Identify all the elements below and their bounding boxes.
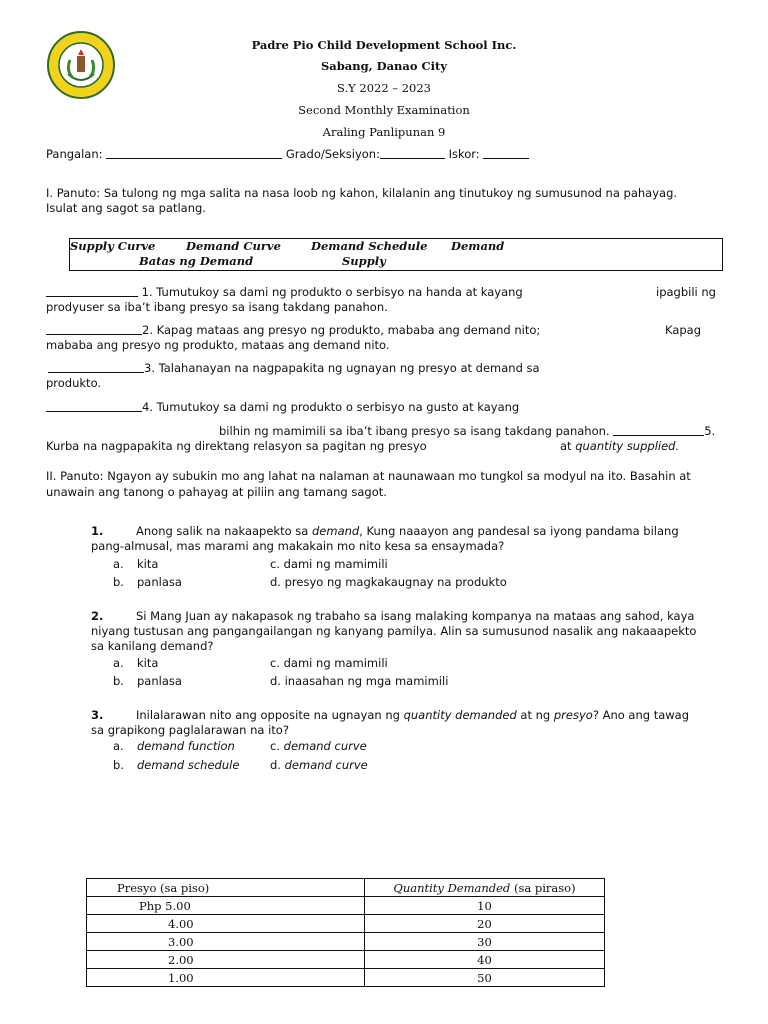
score-label: Iskor:	[448, 147, 480, 161]
name-label: Pangalan:	[46, 147, 103, 161]
question-2-text-line1: Si Mang Juan ay nakapasok ng trabaho sa isang malaking kompanya na mataas ang sahod, kaya	[136, 609, 695, 623]
q1-option-b-letter: b.	[113, 575, 124, 589]
q3-option-a-letter: a.	[113, 739, 124, 753]
part1-item-5-line: Kurba na nagpapakita ng direktang relasyon sa pagitan ng presyo	[46, 439, 427, 453]
question-2-text-line3: sa kanilang demand?	[91, 639, 214, 653]
part1-item-2-line2: mababa ang presyo ng produkto, mataas ang demand nito.	[46, 338, 390, 352]
part2-instruction-line1: II. Panuto: Ngayon ay subukin mo ang lahat na nalaman at naunawaan mo tungkol sa modyul na ito. Basahin at	[46, 469, 691, 483]
q2-option-a[interactable]: kita	[137, 656, 159, 670]
grade-field[interactable]	[380, 157, 445, 159]
q2-option-b-letter: b.	[113, 674, 124, 688]
answer-blank-5[interactable]	[613, 434, 704, 436]
word-demand-curve: Demand Curve	[186, 239, 281, 253]
word-supply-curve: Supply Curve	[70, 239, 156, 253]
part1-item-3-line2: produkto.	[46, 376, 102, 390]
school-year: S.Y 2022 – 2023	[337, 81, 431, 95]
student-info-line	[46, 147, 529, 161]
answer-blank-4[interactable]	[46, 410, 142, 412]
q1-option-a-letter: a.	[113, 557, 124, 571]
part1-item-5-tail: at quantity supplied.	[560, 439, 680, 453]
table-cell-price: 4.00	[87, 915, 365, 933]
table-cell-price: 3.00	[87, 933, 365, 951]
table-cell-quantity: 10	[365, 897, 605, 915]
q3-option-b-letter: b.	[113, 758, 124, 772]
q3-option-a[interactable]: demand function	[137, 739, 235, 753]
question-2-number: 2.	[91, 609, 104, 623]
table-cell-price: 2.00	[87, 951, 365, 969]
question-3-number: 3.	[91, 708, 104, 722]
question-1-number: 1.	[91, 524, 104, 538]
q2-option-d[interactable]: d. inaasahan ng mga mamimili	[270, 674, 449, 688]
table-header-row	[87, 879, 605, 897]
question-3-text-line1: Inilalarawan nito ang opposite na ugnayan ng quantity demanded at ng presyo? Ano ang tawag	[136, 708, 690, 722]
q1-option-a[interactable]: kita	[137, 557, 159, 571]
score-field[interactable]	[483, 157, 529, 159]
table-row	[87, 897, 605, 915]
word-box	[69, 238, 723, 271]
answer-blank-2[interactable]	[46, 333, 142, 335]
question-1-text-line1: Anong salik na nakaapekto sa demand, Kung naaayon ang pandesal sa iyong pandama bilang	[136, 524, 679, 538]
exam-title: Second Monthly Examination	[298, 103, 470, 117]
table-cell-quantity: 30	[365, 933, 605, 951]
school-name: Padre Pio Child Development School Inc.	[251, 38, 517, 52]
table-row	[87, 951, 605, 969]
part1-item-1-tail: ipagbili ng	[656, 285, 716, 299]
table-cell-price: Php 5.00	[87, 897, 365, 915]
word-demand: Demand	[451, 239, 505, 253]
grade-label: Grado/Seksiyon:	[285, 147, 380, 161]
word-supply: Supply	[342, 254, 386, 268]
word-batas-ng-demand: Batas ng Demand	[139, 254, 254, 268]
question-3-text-line2: sa grapikong paglalarawan na ito?	[91, 723, 289, 737]
table-header-quantity: Quantity Demanded (sa piraso)	[365, 879, 605, 897]
table-row	[87, 969, 605, 987]
part1-item-4-line2: bilhin ng mamimili sa iba’t ibang presyo sa isang takdang panahon. 5.	[219, 424, 716, 438]
q2-option-a-letter: a.	[113, 656, 124, 670]
part1-item-1-line2: prodyuser sa iba’t ibang presyo sa isang takdang panahon.	[46, 300, 388, 314]
part1-item-2-tail: Kapag	[665, 323, 702, 337]
answer-blank-1[interactable]	[46, 295, 138, 297]
q1-option-d[interactable]: d. presyo ng magkakaugnay na produkto	[270, 575, 507, 589]
name-field[interactable]	[106, 157, 282, 159]
part2-instruction-line2: unawain ang tanong o pahayag at piliin ang tamang sagot.	[46, 485, 387, 499]
table-cell-quantity: 20	[365, 915, 605, 933]
question-2-text-line2: niyang tustusan ang pangangailangan ng kanyang pamilya. Alin sa sumusunod nasalik ang nakaaapekto	[91, 624, 697, 638]
q3-option-d[interactable]: d. demand curve	[270, 758, 368, 772]
table-header-price: Presyo (sa piso)	[87, 879, 365, 897]
table-cell-price: 1.00	[87, 969, 365, 987]
table-row	[87, 915, 605, 933]
part1-instruction-line1: I. Panuto: Sa tulong ng mga salita na nasa loob ng kahon, kilalanin ang tinutukoy ng sumusunod na pahayag.	[46, 186, 678, 200]
q2-option-b[interactable]: panlasa	[137, 674, 182, 688]
part1-item-2-line1: 2. Kapag mataas ang presyo ng produkto, mababa ang demand nito;	[46, 323, 540, 337]
table-row	[87, 933, 605, 951]
part1-item-1-line1: 1. Tumutukoy sa dami ng produkto o serbisyo na handa at kayang	[46, 285, 523, 299]
q2-option-c[interactable]: c. dami ng mamimili	[270, 656, 388, 670]
school-location: Sabang, Danao City	[320, 59, 448, 73]
word-demand-schedule: Demand Schedule	[311, 239, 428, 253]
part1-instruction-line2: Isulat ang sagot sa patlang.	[46, 201, 206, 215]
subject: Araling Panlipunan 9	[322, 125, 446, 139]
q3-option-b[interactable]: demand schedule	[137, 758, 240, 772]
price-quantity-table	[86, 878, 605, 987]
question-1-text-line2: pang-almusal, mas marami ang makakain mo nito kesa sa ensaymada?	[91, 539, 505, 553]
q1-option-b[interactable]: panlasa	[137, 575, 182, 589]
part1-item-3-line1: 3. Talahanayan na nagpapakita ng ugnayan ng presyo at demand sa	[48, 361, 540, 375]
table-cell-quantity: 40	[365, 951, 605, 969]
part1-item-4-line1: 4. Tumutukoy sa dami ng produkto o serbisyo na gusto at kayang	[46, 400, 519, 414]
q3-option-c[interactable]: c. demand curve	[270, 739, 367, 753]
table-cell-quantity: 50	[365, 969, 605, 987]
q1-option-c[interactable]: c. dami ng mamimili	[270, 557, 388, 571]
answer-blank-3[interactable]	[48, 371, 144, 373]
